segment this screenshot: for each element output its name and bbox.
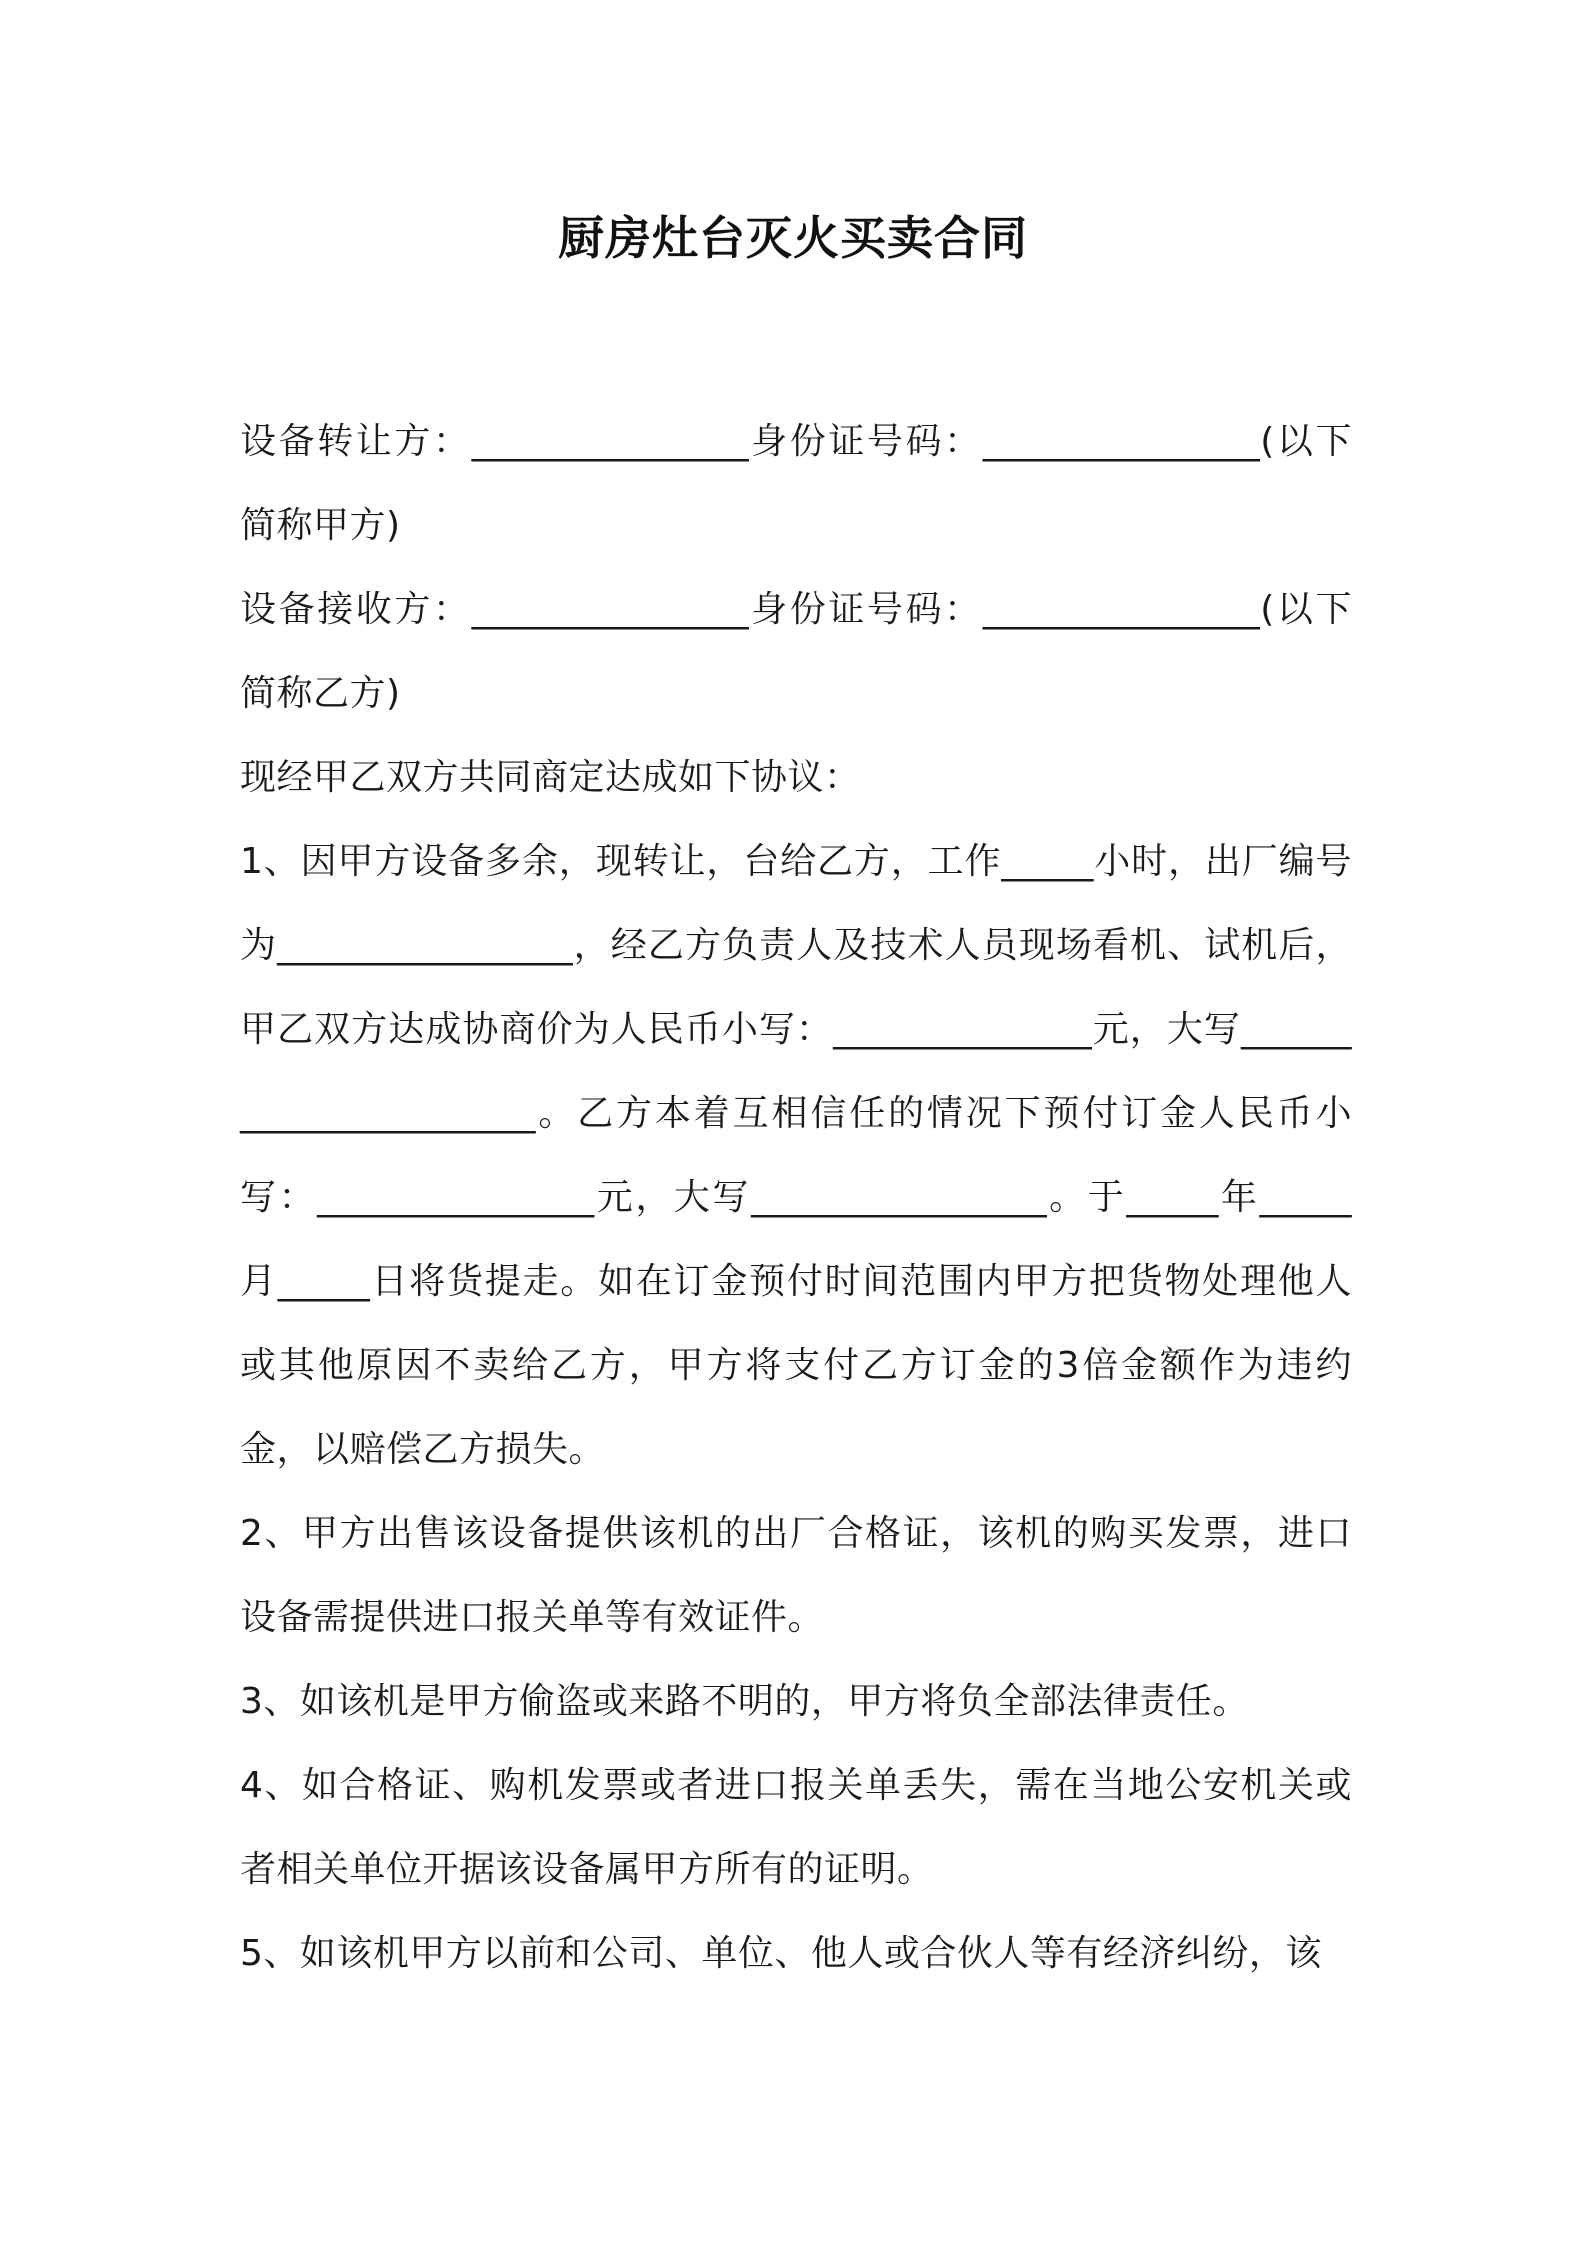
receiver-line: 设备接收方：_______________身份证号码：_______________(以下简称乙方) bbox=[240, 589, 1352, 714]
clause-2: 2、甲方出售该设备提供该机的出厂合格证，该机的购买发票，进口设备需提供进口报关单等有效证件。 bbox=[240, 1513, 1352, 1638]
clause-3: 3、如该机是甲方偷盗或来路不明的，甲方将负全部法律责任。 bbox=[240, 1681, 1249, 1722]
clause-1: 1、因甲方设备多余，现转让，台给乙方，工作_____小时，出厂编号为________________，经乙方负责人及技术人员现场看机、试机后，甲乙双方达成协商价为人民币小写：______________元，大写______________________。乙方本着互相信任的情况下预付订金人民币小写：_______________元，大写________________。于_____年_____月_____日将货提走。如在订金预付时间范围内甲方把货物处理他人或其他原因不卖给乙方，甲方将支付乙方订金的3倍金额作为违约金，以赔偿乙方损失。 bbox=[240, 841, 1352, 1470]
transferor-line: 设备转让方：_______________身份证号码：_______________(以下简称甲方) bbox=[240, 421, 1352, 546]
clause-4: 4、如合格证、购机发票或者进口报关单丢失，需在当地公安机关或者相关单位开据该设备属甲方所有的证明。 bbox=[240, 1765, 1352, 1890]
document-body bbox=[240, 400, 1352, 1996]
clause-5: 5、如该机甲方以前和公司、单位、他人或合伙人等有经济纠纷，该 bbox=[240, 1933, 1322, 1974]
agreement-intro: 现经甲乙双方共同商定达成如下协议： bbox=[240, 757, 861, 798]
document-title: 厨房灶台灭火买卖合同 bbox=[558, 211, 1028, 265]
